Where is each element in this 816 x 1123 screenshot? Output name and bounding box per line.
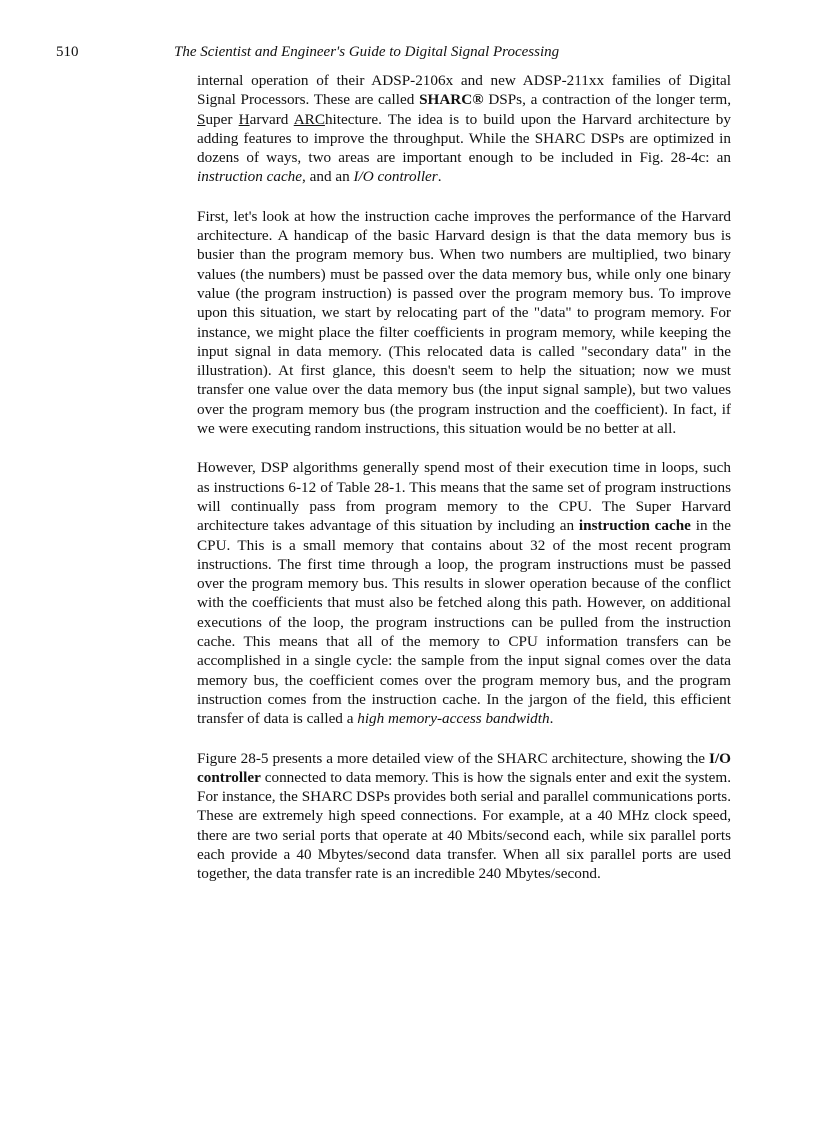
text-run: . bbox=[549, 710, 554, 728]
page-number: 510 bbox=[56, 44, 79, 60]
text-run: , and an bbox=[302, 168, 354, 186]
paragraph-instruction-cache: First, let's look at how the instruction cache improves the performance of the Harvard architecture. A handicap of the basic Harvard design is that the data memory bus is busier than the program memory bus. When two numbers are multiplied, two binary values (the numbers) must be passed over the data memory bus, while only one binary value (the program instruction) is passed over the program memory bus. To improve upon this situation, we start by relocating part of the "data" to program memory. For instance, we might place the filter coefficients in program memory, while keeping the input signal in data memory. (This relocated data is called "secondary data" in the illustration). At first glance, this doesn't seem to help the situation; now we must transfer one value over the data memory bus (the input signal sample), but two values over the program memory bus (the program instruction and the coefficient). In fact, if we were executing random instructions, this situation would be no better at all. bbox=[197, 207, 731, 438]
text-run: connected to data memory. This is how the signals enter and exit the system. For instance, the SHARC DSPs provides both serial and parallel communications ports. These are extremely high speed connections. For example, at a 40 MHz clock speed, there are two serial ports that operate at 40 Mbits/second each, while six parallel ports each provide a 40 Mbytes/second data transfer. When all six parallel ports are used together, the data transfer rate is an incredible 240 Mbytes/second. bbox=[197, 768, 731, 883]
running-title: The Scientist and Engineer's Guide to Digital Signal Processing bbox=[174, 44, 560, 60]
text-run: arvard bbox=[249, 110, 294, 128]
italic-term: I/O controller bbox=[353, 168, 438, 186]
italic-term: instruction cache bbox=[197, 168, 303, 186]
text-run: internal operation of their ADSP-2106x and new ADSP-211xx families of Digital Signal Processors. These are called bbox=[197, 72, 731, 109]
text-run: DSPs, a contraction of the longer term, bbox=[483, 91, 732, 109]
bold-term: I/O controller bbox=[197, 749, 731, 786]
text-run: Figure 28-5 presents a more detailed view of the SHARC architecture, showing the bbox=[197, 749, 710, 767]
text-run: in the CPU. This is a small memory that contains about 32 of the most recent program instructions. The first time through a loop, the program instructions must be passed over the program memory bus. This results in slower operation because of the conflict with the coefficients that must also be fetched along this path. However, on additional executions of the loop, the program instructions can be pulled from the instruction cache. This means that all of the memory to CPU information transfers can be accomplished in a single cycle: the sample from the input signal comes over the data memory bus, the coefficient comes over the program memory bus, and the program instruction comes from the instruction cache. In the jargon of the field, this efficient transfer of data is called a bbox=[197, 517, 731, 728]
paragraph-loops bbox=[197, 458, 731, 728]
text-run: uper bbox=[205, 110, 239, 128]
sharc-term: SHARC® bbox=[419, 91, 484, 109]
underlined-letter: H bbox=[238, 110, 250, 128]
bold-term: instruction cache bbox=[578, 517, 691, 535]
italic-term: high memory-access bandwidth bbox=[357, 710, 550, 728]
paragraph-io-controller bbox=[197, 749, 731, 884]
body-text bbox=[197, 71, 731, 904]
underlined-letter: S bbox=[197, 110, 206, 128]
text-run: However, DSP algorithms generally spend most of their execution time in loops, such as instructions 6-12 of Table 28-1. This means that the same set of program instructions will continually pass from program memory to the CPU. The Super Harvard architecture takes advantage of this situation by including an bbox=[197, 459, 731, 535]
text-run: . bbox=[437, 168, 442, 186]
paragraph-sharc-intro bbox=[197, 71, 731, 187]
text-run: hitecture. The idea is to build upon the Harvard architecture by adding features to improve the throughput. While the SHARC DSPs are optimized in dozens of ways, two areas are important enough to be included in Fig. 28-4c: an bbox=[197, 110, 731, 167]
underlined-letters: ARC bbox=[293, 110, 325, 128]
